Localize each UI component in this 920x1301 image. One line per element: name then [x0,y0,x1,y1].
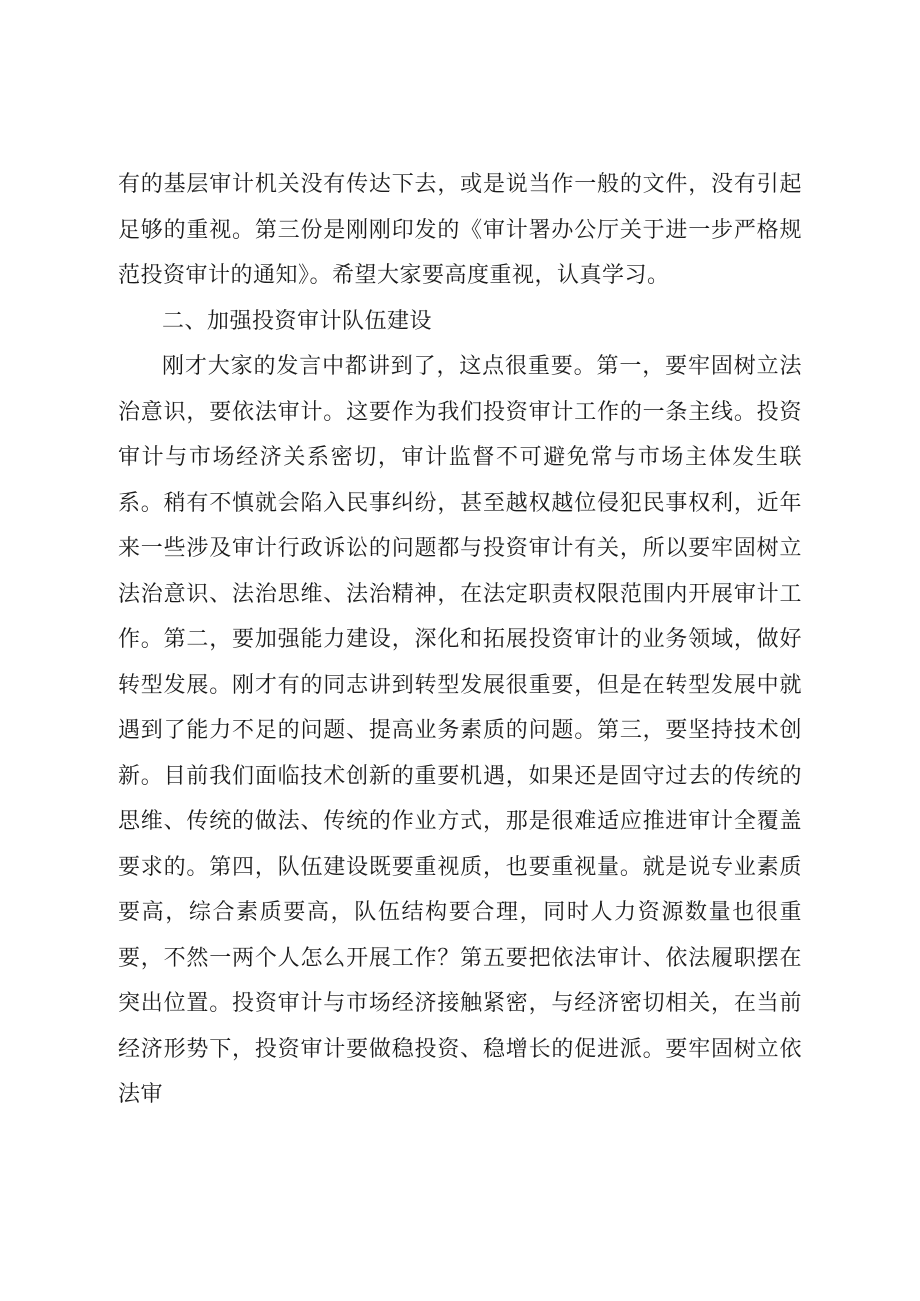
section-heading: 二、加强投资审计队伍建设 [162,308,433,334]
paragraph-body: 刚才大家的发言中都讲到了，这点很重要。第一，要牢固树立法治意识，要依法审计。这要作为我们投资审计工作的一条主线。投资审计与市场经济关系密切，审计监督不可避免常与市场主体发生联系。稍有不慎就会陷入民事纠纷，甚至越权越位侵犯民事权利，近年来一些涉及审计行政诉讼的问题都与投资审计有关，所以要牢固树立法治意识、法治思维、法治精神，在法定职责权限范围内开展审计工作。第二，要加强能力建设，深化和拓展投资审计的业务领域，做好转型发展。刚才有的同志讲到转型发展很重要，但是在转型发展中就遇到了能力不足的问题、提高业务素质的问题。第三，要坚持技术创新。目前我们面临技术创新的重要机遇，如果还是固守过去的传统的思维、传统的做法、传统的作业方式，那是很难适应推进审计全覆盖要求的。第四，队伍建设既要重视质，也要重视量。就是说专业素质要高，综合素质要高，队伍结构要合理，同时人力资源数量也很重要，不然一两个人怎么开展工作？第五要把依法审计、依法履职摆在突出位置。投资审计与市场经济接触紧密，与经济密切相关，在当前经济形势下，投资审计要做稳投资、稳增长的促进派。要牢固树立依法审 [118,354,802,1107]
document-body [118,162,802,1118]
paragraph-continuation: 有的基层审计机关没有传达下去，或是说当作一般的文件，没有引起足够的重视。第三份是刚刚印发的《审计署办公厅关于进一步严格规范投资审计的通知》。希望大家要高度重视，认真学习。 [118,172,802,288]
